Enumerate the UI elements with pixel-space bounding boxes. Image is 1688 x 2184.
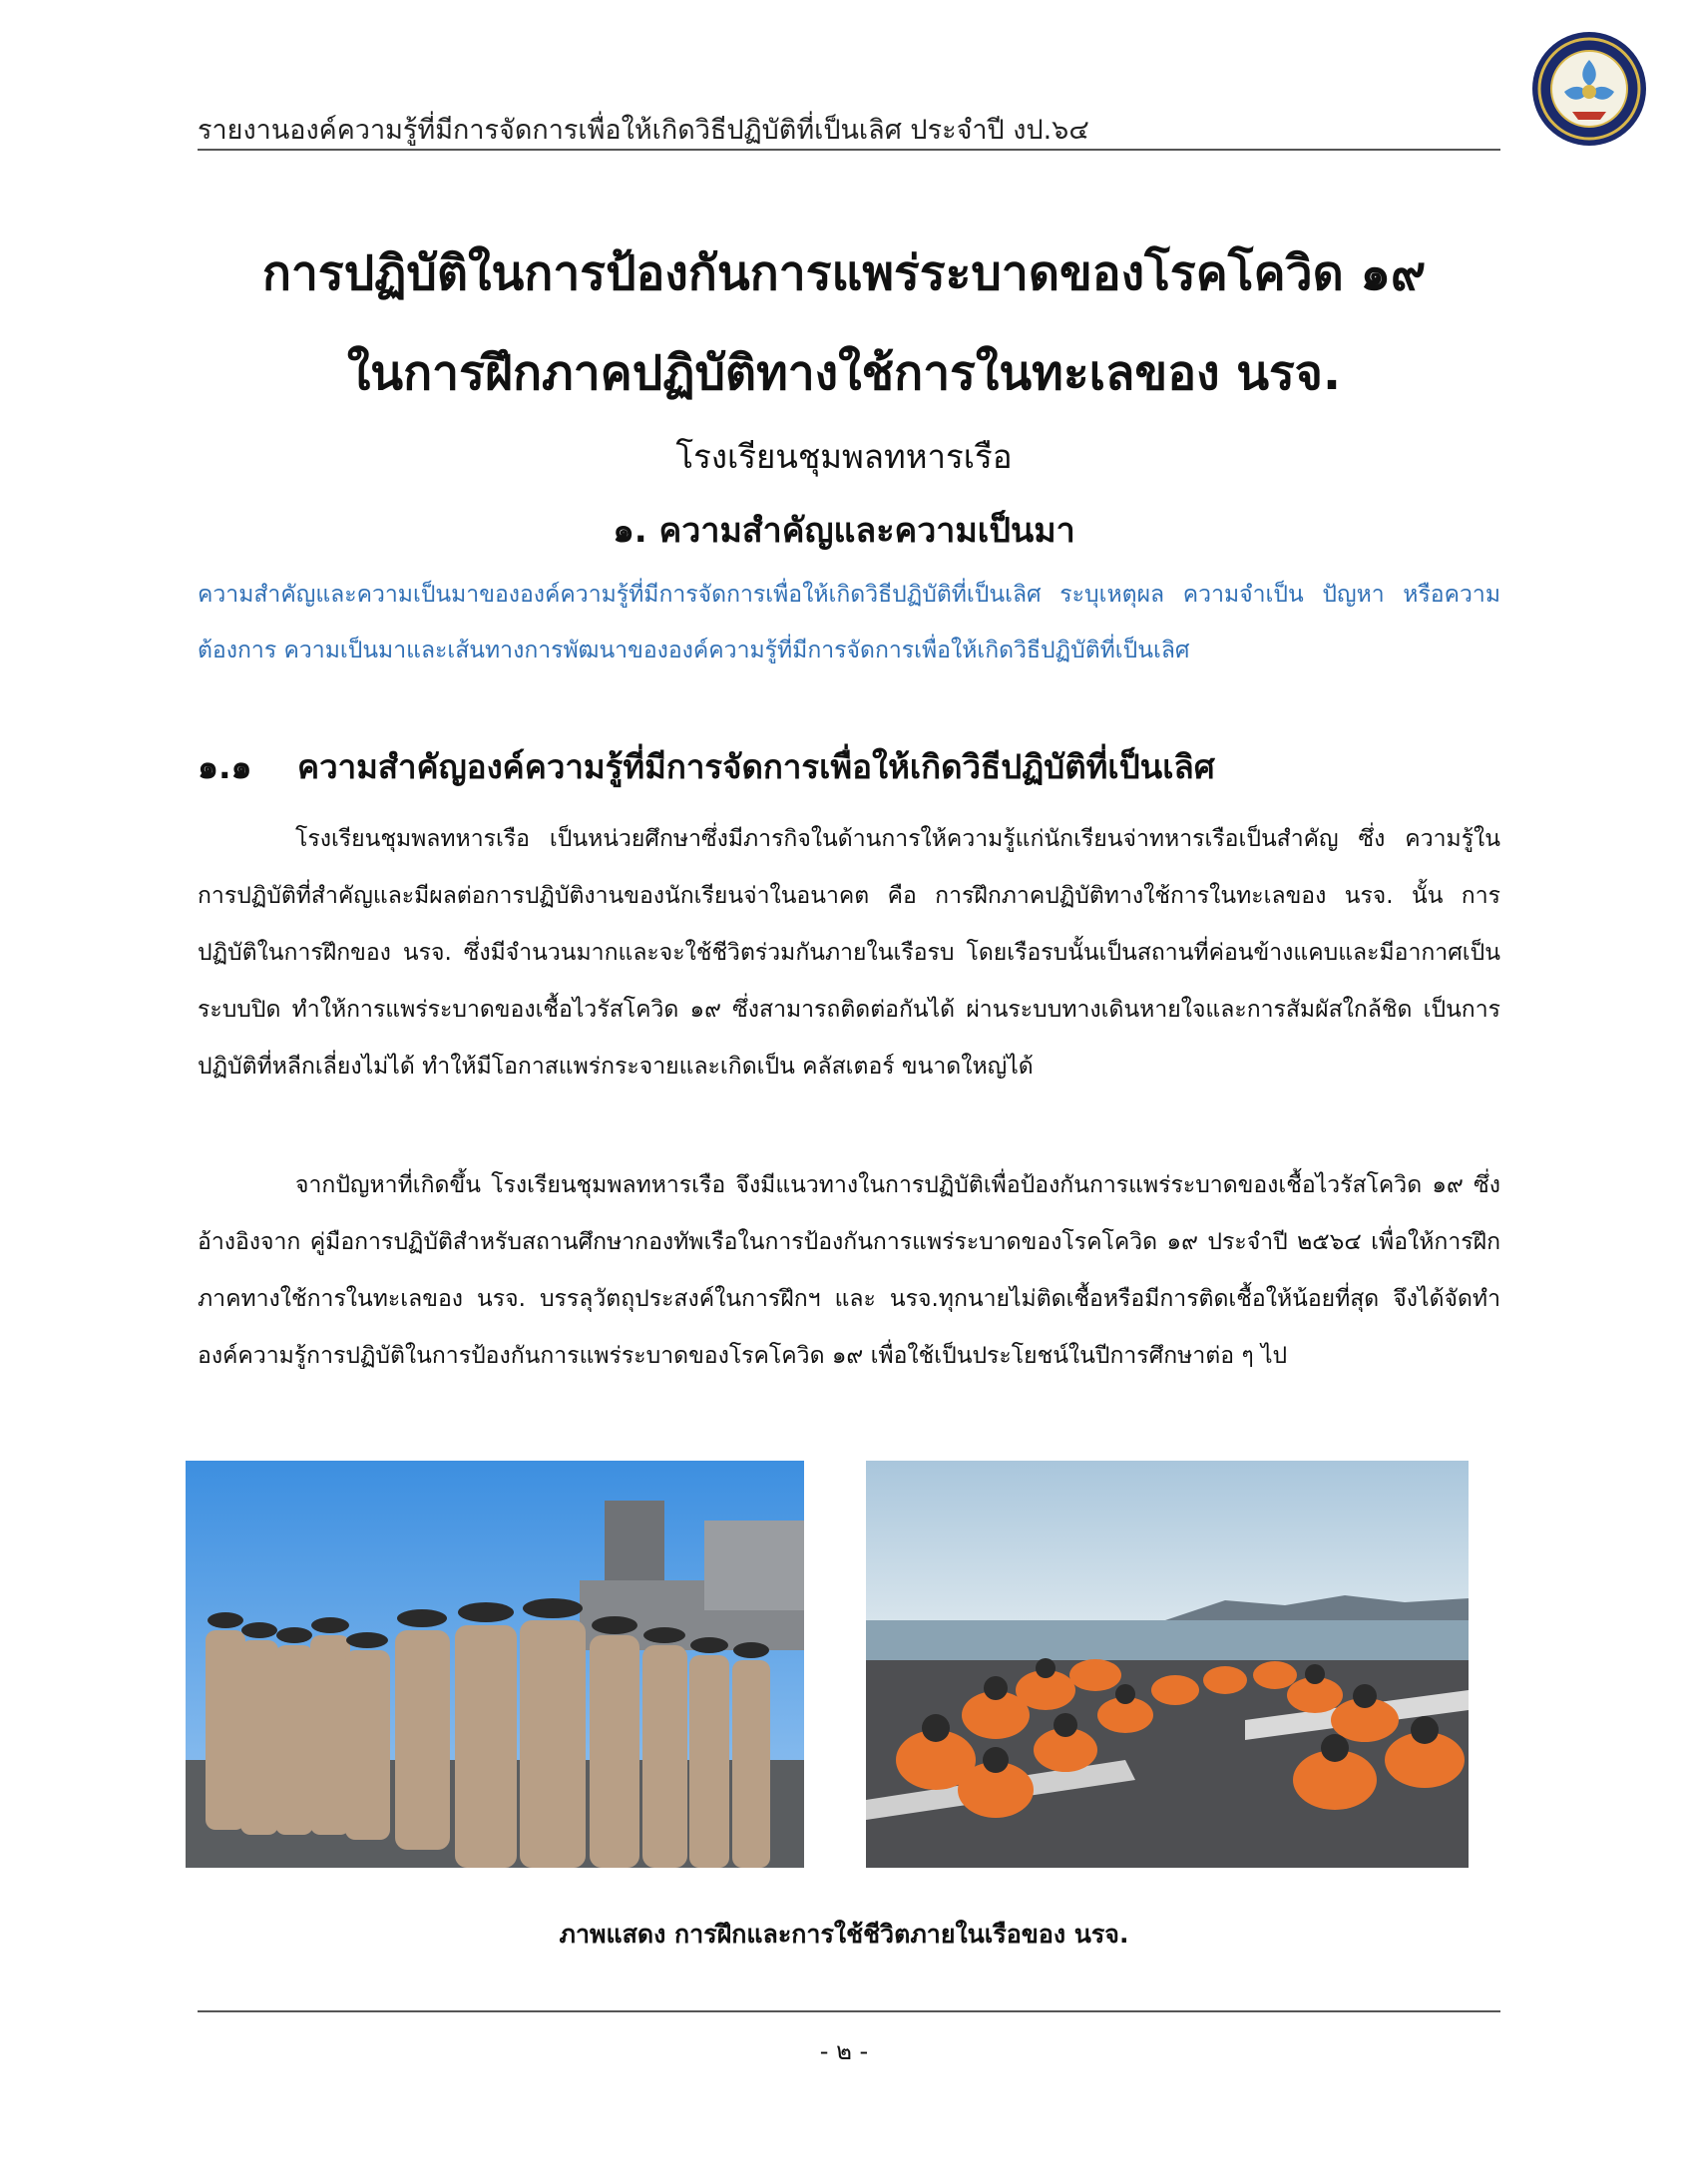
figure-caption: ภาพแสดง การฝึกและการใช้ชีวิตภายในเรือของ นรจ.: [559, 1920, 1129, 1949]
footer-divider: [198, 2010, 1500, 2012]
sailors-in-formation-photo: [186, 1461, 804, 1868]
section-intro-paragraph: ความสำคัญและความเป็นมาขององค์ความรู้ที่มีการจัดการเพื่อให้เกิดวิธีปฏิบัติที่เป็นเลิศ ระบุเหตุผล ความจำเป็น ปัญหา หรือความต้องการ ความเป็นมาและเส้นทางการพัฒนาขององค์ความรู้ที่มีการจัดการเพื่อให้เกิดวิธีปฏิบัติที่เป็นเลิศ: [198, 582, 1500, 663]
body-paragraph: โรงเรียนชุมพลทหารเรือ เป็นหน่วยศึกษาซึ่งมีภารกิจในด้านการให้ความรู้แก่นักเรียนจ่าทหารเรือเป็นสำคัญ ซึ่ง ความรู้ในการปฏิบัติที่สำคัญและมีผลต่อการปฏิบัติงานของนักเรียนจ่าในอนาคต คือ การฝึกภาคปฏิบัติทางใช้การในทะเลของ นรจ. นั้น การปฏิบัติในการฝึกของ นรจ. ซึ่งมีจำนวนมากและจะใช้ชีวิตร่วมกันภายในเรือรบ โดยเรือรบนั้นเป็นสถานที่ค่อนข้างแคบและมีอากาศเป็นระบบปิด ทำให้การแพร่ระบาดของเชื้อไวรัสโควิด ๑๙ ซึ่งสามารถติดต่อกันได้ ผ่านระบบทางเดินหายใจและการสัมผัสใกล้ชิด เป็นการปฏิบัติที่หลีกเลี่ยงไม่ได้ ทำให้มีโอกาสแพร่กระจายและเกิดเป็น คลัสเตอร์ ขนาดใหญ่ได้: [198, 826, 1500, 1080]
organization-subtitle: โรงเรียนชุมพลทหารเรือ: [675, 437, 1013, 476]
page-number: - ๒ -: [819, 2037, 869, 2065]
subsection-title: ความสำคัญองค์ความรู้ที่มีการจัดการเพื่อให้เกิดวิธีปฏิบัติที่เป็นเลิศ: [297, 747, 1215, 786]
subsection-heading: [198, 740, 1215, 793]
sailors-eating-on-deck-photo: [866, 1461, 1469, 1868]
subsection-number: ๑.๑: [198, 747, 252, 786]
document-title-line-1: การปฏิบัติในการป้องกันการแพร่ระบาดของโรคโควิด ๑๙: [261, 245, 1427, 301]
header-divider: [198, 149, 1500, 151]
running-header: รายงานองค์ความรู้ที่มีการจัดการเพื่อให้เกิดวิธีปฏิบัติที่เป็นเลิศ ประจำปี งป.๖๔: [198, 115, 1089, 146]
document-title-line-2: ในการฝึกภาคปฏิบัติทางใช้การในทะเลของ นรจ.: [346, 345, 1342, 401]
body-paragraph: จากปัญหาที่เกิดขึ้น โรงเรียนชุมพลทหารเรือ จึงมีแนวทางในการปฏิบัติเพื่อป้องกันการแพร่ระบาดของเชื้อไวรัสโควิด ๑๙ ซึ่งอ้างอิงจาก คู่มือการปฏิบัติสำหรับสถานศึกษากองทัพเรือในการป้องกันการแพร่ระบาดของโรคโควิด ๑๙ ประจำปี ๒๕๖๔ เพื่อให้การฝึกภาคทางใช้การในทะเลของ นรจ. บรรลุวัตถุประสงค์ในการฝึกฯ และ นรจ.ทุกนายไม่ติดเชื้อหรือมีการติดเชื้อให้น้อยที่สุด จึงได้จัดทำองค์ความรู้การปฏิบัติในการป้องกันการแพร่ระบาดของโรคโควิด ๑๙ เพื่อใช้เป็นประโยชน์ในปีการศึกษาต่อ ๆ ไป: [198, 1172, 1500, 1369]
navy-education-emblem-icon: [1530, 30, 1648, 148]
section-heading: ๑. ความสำคัญและความเป็นมา: [613, 511, 1075, 551]
